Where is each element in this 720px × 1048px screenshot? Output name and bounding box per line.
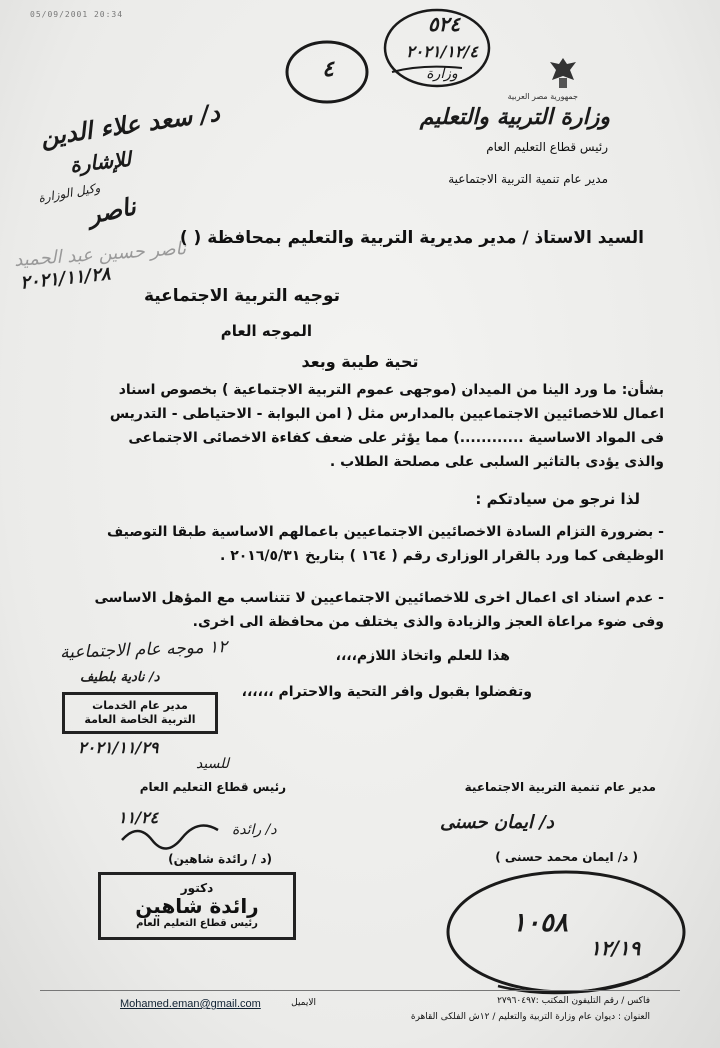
eagle-emblem-icon — [548, 56, 578, 90]
sig-left-stamp: دكتور رائدة شاهين رئيس قطاع التعليم العام — [98, 872, 296, 940]
incoming-date: ٢٠٢١/١٢/٤ — [406, 42, 478, 61]
letterhead-ministry: وزارة التربية والتعليم — [419, 104, 610, 130]
bottom-circle — [438, 866, 698, 1016]
margin-note-signature: ناصر — [85, 191, 139, 230]
incoming-word: وزارة — [426, 66, 458, 82]
body-line: اعمال للاخصائيين الاجتماعيين بالمدارس مثل ( امن البوابة - الاحتياطى - التدريس — [109, 406, 664, 422]
closing-1: هذا للعلم واتخاذ اللازم،،،، — [335, 648, 510, 664]
greeting: تحية طيبة وبعد — [301, 352, 419, 371]
dept-line: توجيه التربية الاجتماعية — [143, 286, 340, 306]
point-1: - بضرورة التزام السادة الاخصائيين الاجتماعيين باعمالهم الاساسية طبقا التوصيف الوظيفى كما ورد بالقرار الوزارى رقم ( ١٦٤ ) بتاريخ ٢٠١٦/٥/٣١ . — [106, 524, 664, 564]
footer-fax: فاكس / رقم التليفون المكتب :٢٧٩٦٠٤٩٧ — [497, 996, 650, 1006]
request-intro: لذا نرجو من سيادتكم : — [475, 490, 640, 508]
letterhead-sector: رئيس قطاع التعليم العام — [486, 140, 608, 154]
bottom-circle-number: ١٠٥٨ — [512, 908, 568, 938]
addressee: السيد الاستاذ / مدير مديرية التربية والتعليم بمحافظة ( ) — [179, 228, 644, 248]
body-paragraph — [104, 378, 664, 474]
sig-left-hw-name: د/ رائدة — [232, 822, 277, 838]
closing-2: وتفضلوا بقبول وافر التحية والاحترام ،،،،،، — [241, 684, 532, 700]
supervisor-title: الموجه العام — [220, 322, 312, 340]
footer-email-label: الايميل — [291, 998, 316, 1008]
sig-left-name: (د / رائدة شاهين) — [168, 852, 272, 866]
footer-divider — [40, 990, 680, 991]
left-stamp-mark: للسيد — [196, 756, 229, 772]
subject-prefix: بشأن: — [621, 382, 664, 398]
handwritten-forward: ١٢ موجه عام الاجتماعية — [59, 637, 228, 663]
sig-left-hw-date: ١١/٢٤ — [118, 808, 159, 827]
point-2: - عدم اسناد اى اعمال اخرى للاخصائيين الاجتماعيين لا تتناسب مع المؤهل الاساسى وفى ضوء مراعاة العجز والزيادة والذى يختلف من محافظة الى اخرى. — [94, 590, 664, 630]
footer-address: العنوان : ديوان عام وزارة التربية والتعليم / ١٢ش الفلكى القاهرة — [410, 1012, 650, 1022]
margin-note-deputy: وكيل الوزارة — [37, 180, 102, 206]
left-stamp: مدير عام الخدمات التربية الخاصة العامة — [62, 692, 218, 734]
margin-note-line2: للإشارة — [68, 146, 133, 178]
sig-right-name: ( د/ ايمان محمد حسنى ) — [495, 850, 638, 864]
margin-note-date: ٢٠٢١/١١/٢٨ — [19, 263, 112, 294]
body-line: والذى يؤدى بالتاثير السلبى على مصلحة الطلاب . — [329, 454, 664, 470]
sig-right-hw: د/ ايمان حسنى — [440, 812, 554, 833]
letterhead-country: جمهورية مصر العربية — [507, 92, 578, 101]
footer-email[interactable]: Mohamed.eman@gmail.com — [120, 998, 261, 1010]
body-line: فى المواد الاساسية ............) مما يؤثر على ضعف كفاءة الاخصائى الاجتماعى — [128, 430, 664, 446]
body-line: بشأن: ما ورد الينا من الميدان (موجهى عموم التربية الاجتماعية ) بخصوص اسناد — [118, 382, 664, 398]
margin-note-faded: ناصر حسين عبد الحميد — [13, 238, 187, 271]
left-stamp-line1: د/ نادية بلطيف — [80, 670, 160, 685]
letterhead-department: مدير عام تنمية التربية الاجتماعية — [448, 172, 608, 186]
left-stamp-date: ٢٠٢١/١١/٢٩ — [78, 738, 159, 757]
sig-left-title: رئيس قطاع التعليم العام — [139, 780, 286, 794]
fax-header: 05/09/2001 20:34 — [30, 10, 124, 19]
top-circle-number: ٤ — [322, 56, 334, 82]
incoming-number: ٥٢٤ — [427, 12, 461, 36]
sig-right-title: مدير عام تنمية التربية الاجتماعية — [464, 780, 656, 794]
margin-note-line1: د/ سعد علاء الدين — [38, 97, 222, 152]
bottom-circle-date: ١٢/١٩ — [590, 936, 641, 960]
